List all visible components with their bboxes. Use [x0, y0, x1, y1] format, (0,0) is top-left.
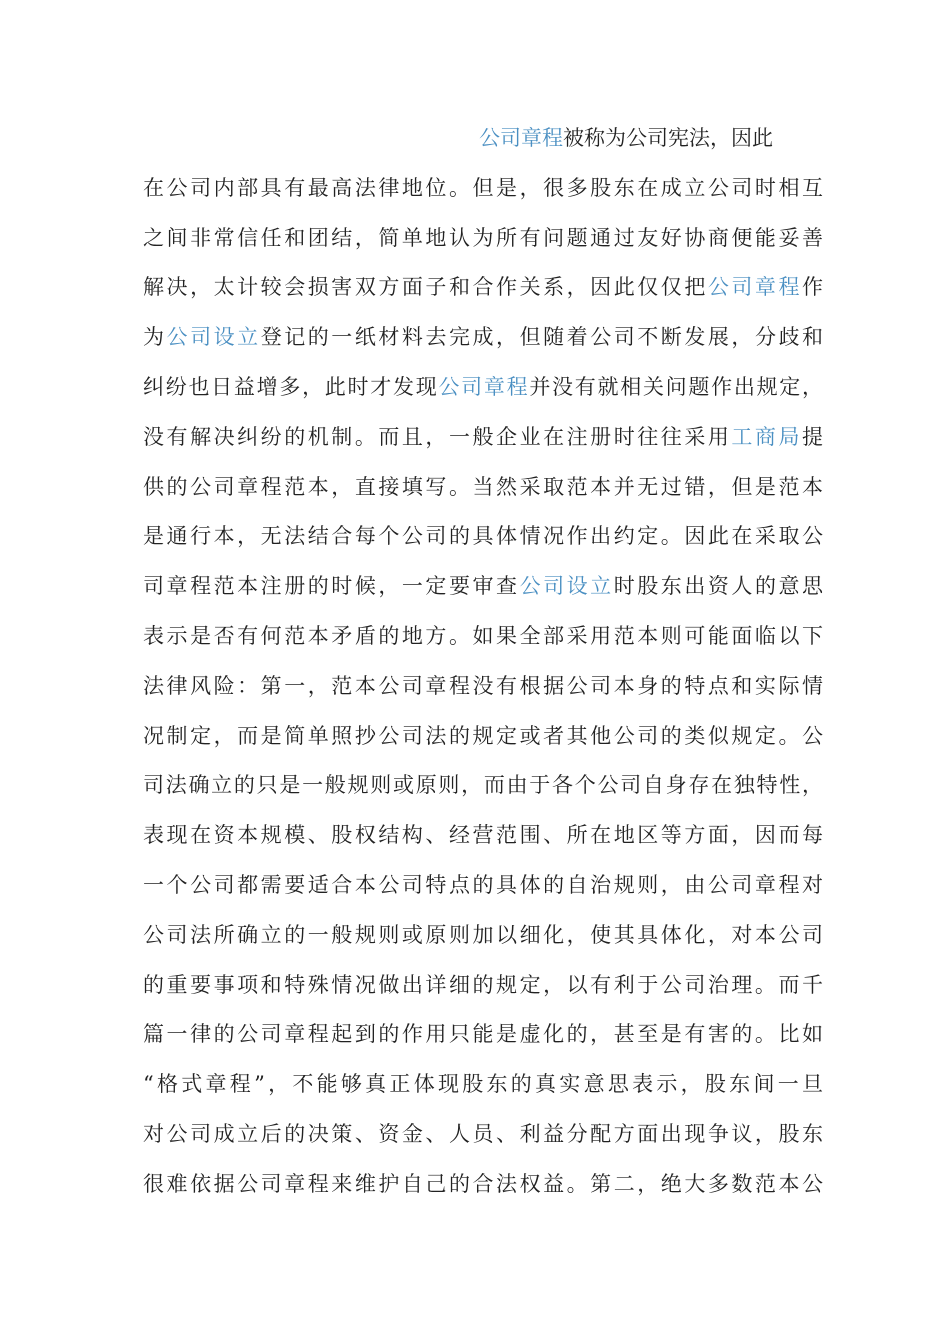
text-segment: “格式章程”，不能够真正体现股东的真实意思表示，股东间一旦	[143, 1072, 823, 1097]
text-segment: 公司法所确立的一般规则或原则加以细化，使其具体化，对本公司	[143, 922, 823, 947]
text-line	[143, 1010, 823, 1060]
text-line	[143, 961, 823, 1011]
text-line	[143, 761, 823, 811]
text-line	[143, 811, 823, 861]
keyword-link[interactable]: 公司章程	[438, 374, 530, 399]
text-segment: 的重要事项和特殊情况做出详细的规定，以有利于公司治理。而千	[143, 972, 823, 997]
text-segment: 很难依据公司章程来维护自己的合法权益。第二，绝大多数范本公	[143, 1171, 823, 1196]
text-line	[143, 512, 823, 562]
text-segment: 表现在资本规模、股权结构、经营范围、所在地区等方面，因而每	[143, 823, 823, 848]
text-segment: 篇一律的公司章程起到的作用只能是虚化的，甚至是有害的。比如	[143, 1022, 823, 1047]
keyword-link[interactable]: 公司章程	[479, 126, 563, 150]
text-line	[143, 463, 823, 513]
text-line	[143, 413, 823, 463]
text-segment: 解决，太计较会损害双方面子和合作关系，因此仅仅把	[143, 275, 708, 300]
text-line	[143, 1110, 823, 1160]
text-segment: 一个公司都需要适合本公司特点的具体的自治规则，由公司章程对	[143, 872, 823, 897]
text-segment: 纠纷也日益增多，此时才发现	[143, 374, 439, 399]
article-body	[143, 114, 823, 1210]
text-segment: 登记的一纸材料去完成，但随着公司不断发展，分歧和	[260, 325, 824, 350]
keyword-link[interactable]: 公司设立	[166, 325, 261, 350]
text-segment: 作	[802, 275, 824, 300]
text-segment: 司法确立的只是一般规则或原则，而由于各个公司自身存在独特性，	[143, 773, 823, 798]
text-segment: 供的公司章程范本，直接填写。当然采取范本并无过错，但是范本	[143, 474, 823, 499]
text-line	[143, 1060, 823, 1110]
keyword-link[interactable]: 公司设立	[519, 574, 614, 599]
text-segment: 为	[143, 325, 167, 350]
text-segment: 是通行本，无法结合每个公司的具体情况作出约定。因此在采取公	[143, 524, 823, 549]
text-segment: 表示是否有何范本矛盾的地方。如果全部采用范本则可能面临以下	[143, 623, 823, 648]
text-segment: 对公司成立后的决策、资金、人员、利益分配方面出现争议，股东	[143, 1121, 823, 1146]
text-line	[143, 562, 823, 612]
text-line	[143, 911, 823, 961]
text-line	[143, 114, 823, 164]
text-segment: 被称为公司宪法，因此	[563, 126, 773, 150]
text-segment: 并没有就相关问题作出规定，	[529, 374, 824, 399]
text-line	[143, 214, 823, 264]
text-segment: 没有解决纠纷的机制。而且，一般企业在注册时往往采用	[143, 424, 732, 449]
text-line	[143, 1160, 823, 1210]
text-segment: 法律风险：第一，范本公司章程没有根据公司本身的特点和实际情	[143, 673, 823, 698]
text-line	[143, 164, 823, 214]
text-line	[143, 861, 823, 911]
text-segment: 之间非常信任和团结，简单地认为所有问题通过友好协商便能妥善	[143, 225, 823, 250]
text-line	[143, 263, 823, 313]
keyword-link[interactable]: 工商局	[731, 424, 802, 449]
text-segment: 司章程范本注册的时候，一定要审查	[143, 574, 520, 599]
text-line	[143, 662, 823, 712]
text-line	[143, 712, 823, 762]
text-line	[143, 313, 823, 363]
text-line	[143, 363, 823, 413]
text-line	[143, 612, 823, 662]
text-segment: 时股东出资人的意思	[613, 574, 824, 599]
text-segment: 在公司内部具有最高法律地位。但是，很多股东在成立公司时相互	[143, 175, 823, 200]
text-segment: 况制定，而是简单照抄公司法的规定或者其他公司的类似规定。公	[143, 723, 823, 748]
text-segment: 提	[802, 424, 823, 449]
keyword-link[interactable]: 公司章程	[707, 275, 803, 300]
